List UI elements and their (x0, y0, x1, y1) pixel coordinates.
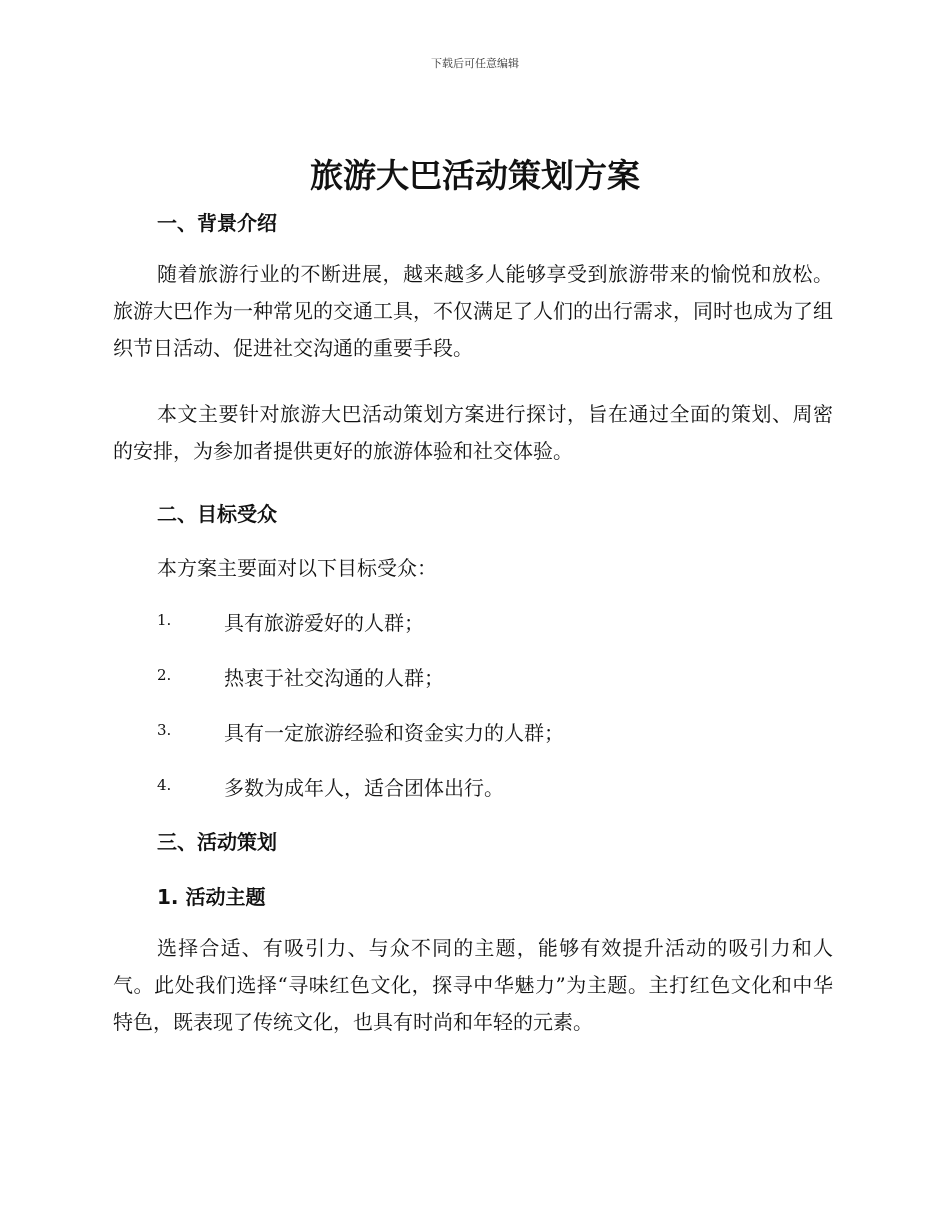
section-heading-planning: 三、活动策划 (157, 830, 277, 854)
document-title: 旅游大巴活动策划方案 (310, 156, 640, 195)
audience-intro: 本方案主要面对以下目标受众： (157, 556, 437, 580)
page-header-note: 下载后可任意编辑 (431, 57, 519, 70)
list-text: 具有一定旅游经验和资金实力的人群； (224, 721, 564, 745)
list-text: 具有旅游爱好的人群； (224, 611, 424, 635)
paragraph-background-1: 随着旅游行业的不断进展，越来越多人能够享受到旅游带来的愉悦和放松。旅游大巴作为一种常见的交通工具，不仅满足了人们的出行需求，同时也成为了组织节日活动、促进社交沟通的重要手段。 (113, 262, 833, 360)
paragraph-theme: 选择合适、有吸引力、与众不同的主题，能够有效提升活动的吸引力和人气。此处我们选择“寻味红色文化，探寻中华魅力”为主题。主打红色文化和中华特色，既表现了传统文化，也具有时尚和年轻的元素。 (113, 936, 833, 1034)
list-number: 2. (157, 666, 172, 684)
list-text: 热衷于社交沟通的人群； (224, 666, 444, 690)
paragraph-background-2: 本文主要针对旅游大巴活动策划方案进行探讨，旨在通过全面的策划、周密的安排，为参加者提供更好的旅游体验和社交体验。 (113, 402, 833, 463)
list-number: 4. (157, 776, 172, 794)
list-number: 3. (157, 721, 172, 739)
list-number: 1. (157, 611, 172, 629)
section-heading-audience: 二、目标受众 (157, 502, 277, 526)
section-heading-background: 一、背景介绍 (157, 211, 277, 235)
list-text: 多数为成年人，适合团体出行。 (224, 776, 504, 800)
subheading-theme: 1. 活动主题 (157, 885, 266, 909)
